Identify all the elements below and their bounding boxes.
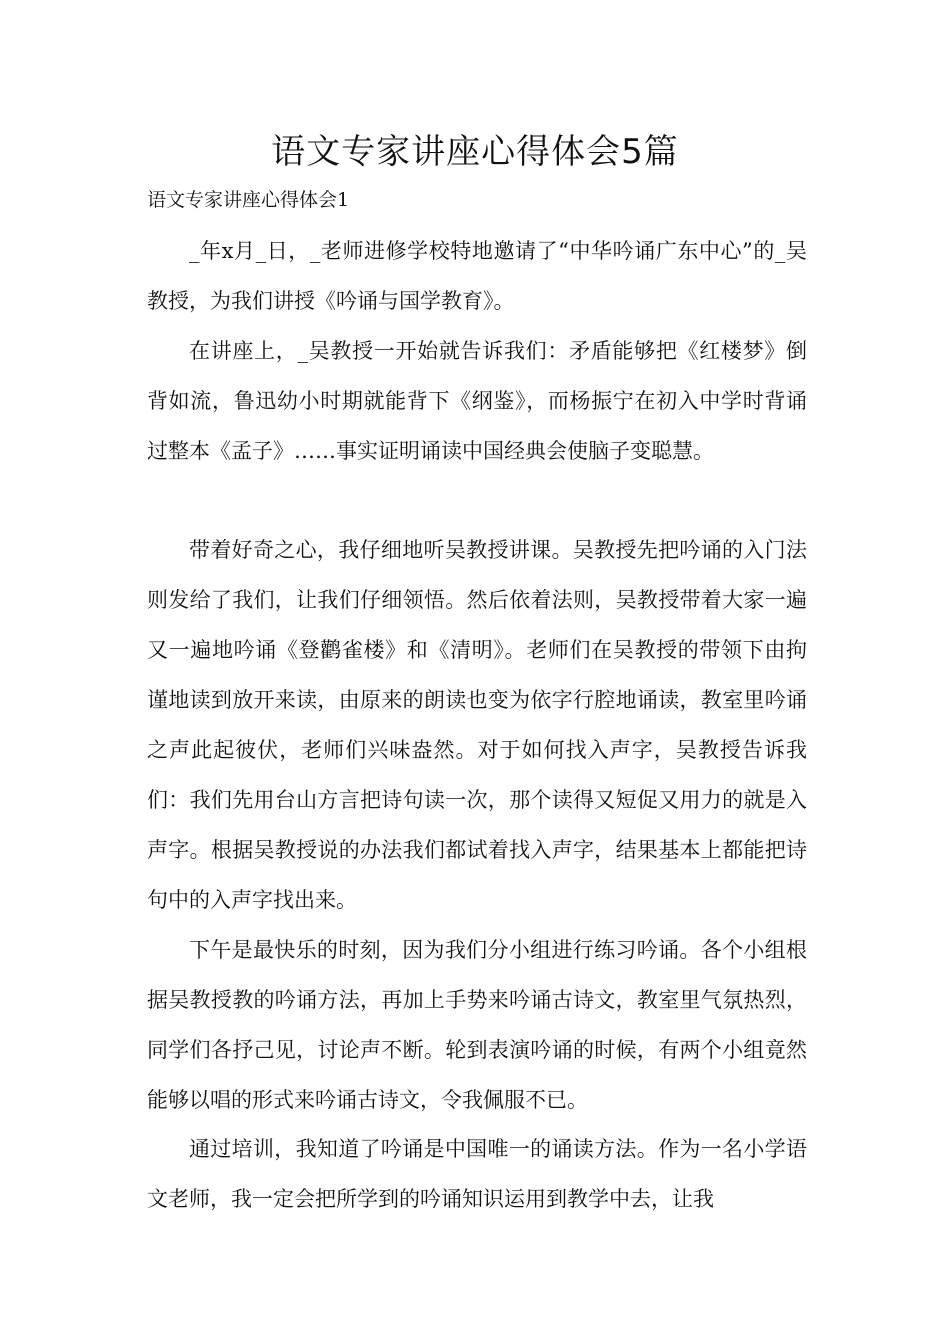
paragraph-1: _年x月_日，_老师进修学校特地邀请了“中华吟诵广东中心”的_吴教授，为我们讲授《吟诵与国学教育》。	[147, 239, 807, 313]
paragraph-4: 下午是最快乐的时刻，因为我们分小组进行练习吟诵。各个小组根据吴教授教的吟诵方法，再加上手势来吟诵古诗文，教室里气氛热烈，同学们各抒己见，讨论声不断。轮到表演吟诵的时候，有两个小组竟然能够以唱的形式来吟诵古诗文，令我佩服不已。	[147, 938, 807, 1112]
paragraph-2: 在讲座上，_吴教授一开始就告诉我们：矛盾能够把《红楼梦》倒背如流，鲁迅幼小时期就能背下《纲鉴》，而杨振宁在初入中学时背诵过整本《孟子》……事实证明诵读中国经典会使脑子变聪慧。	[147, 339, 807, 463]
section-subtitle: 语文专家讲座心得体会1	[147, 189, 350, 211]
paragraph-3: 带着好奇之心，我仔细地听吴教授讲课。吴教授先把吟诵的入门法则发给了我们，让我们仔细领悟。然后依着法则，吴教授带着大家一遍又一遍地吟诵《登鹳雀楼》和《清明》。老师们在吴教授的带领下由拘谨地读到放开来读，由原来的朗读也变为依字行腔地诵读，教室里吟诵之声此起彼伏，老师们兴味盎然。对于如何找入声字，吴教授告诉我们：我们先用台山方言把诗句读一次，那个读得又短促又用力的就是入声字。根据吴教授说的办法我们都试着找入声字，结果基本上都能把诗句中的入声字找出来。	[147, 538, 807, 912]
document-title: 语文专家讲座心得体会5篇	[271, 132, 679, 172]
paragraph-5: 通过培训，我知道了吟诵是中国唯一的诵读方法。作为一名小学语文老师，我一定会把所学到的吟诵知识运用到教学中去，让我	[147, 1137, 807, 1211]
